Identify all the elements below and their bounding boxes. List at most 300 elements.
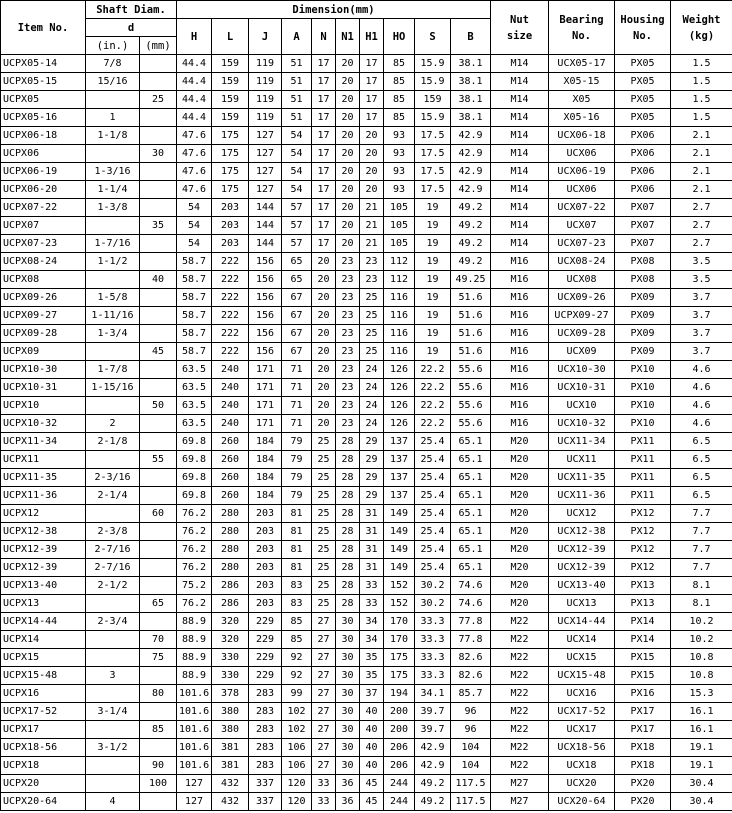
cell-L: 280	[212, 559, 249, 577]
cell-H1: 40	[360, 703, 384, 721]
cell-shaft-in: 2-1/4	[86, 487, 140, 505]
table-row	[1, 91, 732, 109]
cell-nut-size: M16	[491, 325, 549, 343]
cell-L: 320	[212, 631, 249, 649]
header-unit-in: (in.)	[86, 37, 140, 55]
cell-A: 102	[282, 703, 312, 721]
cell-H: 63.5	[177, 415, 212, 433]
cell-J: 229	[249, 613, 282, 631]
cell-N: 27	[312, 703, 336, 721]
cell-bearing-no: UCX06	[549, 181, 615, 199]
cell-S: 30.2	[415, 595, 451, 613]
header-unit-mm: (mm)	[140, 37, 177, 55]
table-row	[1, 361, 732, 379]
cell-H1: 31	[360, 523, 384, 541]
table-row	[1, 757, 732, 775]
cell-A: 85	[282, 631, 312, 649]
cell-H: 58.7	[177, 343, 212, 361]
cell-J: 144	[249, 199, 282, 217]
cell-H1: 23	[360, 271, 384, 289]
cell-N1: 28	[336, 523, 360, 541]
cell-H: 58.7	[177, 253, 212, 271]
cell-H1: 25	[360, 307, 384, 325]
cell-shaft-mm	[140, 127, 177, 145]
cell-B: 55.6	[451, 379, 491, 397]
cell-bearing-no: UCX11-35	[549, 469, 615, 487]
cell-item-no: UCPX13	[1, 595, 86, 613]
cell-J: 229	[249, 631, 282, 649]
cell-weight: 2.1	[671, 127, 732, 145]
cell-H0: 170	[384, 613, 415, 631]
cell-L: 381	[212, 739, 249, 757]
cell-H: 47.6	[177, 145, 212, 163]
cell-H: 101.6	[177, 703, 212, 721]
cell-L: 240	[212, 397, 249, 415]
cell-bearing-no: X05-16	[549, 109, 615, 127]
cell-bearing-no: UCX12-39	[549, 541, 615, 559]
cell-shaft-mm	[140, 379, 177, 397]
cell-bearing-no: UCPX09-27	[549, 307, 615, 325]
cell-nut-size: M16	[491, 379, 549, 397]
cell-H1: 29	[360, 487, 384, 505]
cell-B: 51.6	[451, 325, 491, 343]
cell-weight: 2.7	[671, 199, 732, 217]
cell-housing-no: PX08	[615, 271, 671, 289]
cell-item-no: UCPX09-28	[1, 325, 86, 343]
cell-S: 19	[415, 271, 451, 289]
cell-L: 203	[212, 199, 249, 217]
cell-shaft-mm: 70	[140, 631, 177, 649]
cell-H: 75.2	[177, 577, 212, 595]
cell-N: 20	[312, 379, 336, 397]
cell-nut-size: M16	[491, 307, 549, 325]
cell-H1: 21	[360, 217, 384, 235]
cell-B: 117.5	[451, 793, 491, 811]
cell-H0: 93	[384, 181, 415, 199]
cell-B: 51.6	[451, 343, 491, 361]
cell-A: 67	[282, 307, 312, 325]
cell-weight: 2.1	[671, 181, 732, 199]
cell-shaft-mm	[140, 433, 177, 451]
cell-A: 102	[282, 721, 312, 739]
cell-nut-size: M22	[491, 631, 549, 649]
cell-shaft-mm: 90	[140, 757, 177, 775]
cell-J: 171	[249, 415, 282, 433]
cell-J: 171	[249, 397, 282, 415]
cell-housing-no: PX06	[615, 181, 671, 199]
cell-N: 25	[312, 487, 336, 505]
cell-H1: 31	[360, 559, 384, 577]
cell-bearing-no: UCX18-56	[549, 739, 615, 757]
table-row	[1, 235, 732, 253]
cell-item-no: UCPX17	[1, 721, 86, 739]
cell-shaft-in: 1-7/16	[86, 235, 140, 253]
cell-nut-size: M14	[491, 163, 549, 181]
cell-nut-size: M16	[491, 253, 549, 271]
cell-weight: 15.3	[671, 685, 732, 703]
cell-shaft-in	[86, 649, 140, 667]
cell-H1: 25	[360, 289, 384, 307]
cell-L: 280	[212, 523, 249, 541]
cell-J: 119	[249, 73, 282, 91]
cell-bearing-no: UCX07	[549, 217, 615, 235]
cell-weight: 16.1	[671, 703, 732, 721]
cell-weight: 10.2	[671, 631, 732, 649]
cell-shaft-in	[86, 451, 140, 469]
cell-B: 65.1	[451, 505, 491, 523]
cell-item-no: UCPX10-32	[1, 415, 86, 433]
cell-item-no: UCPX09-26	[1, 289, 86, 307]
cell-H: 47.6	[177, 127, 212, 145]
cell-nut-size: M20	[491, 487, 549, 505]
cell-H1: 33	[360, 595, 384, 613]
cell-bearing-no: UCX20	[549, 775, 615, 793]
cell-J: 203	[249, 523, 282, 541]
cell-H: 69.8	[177, 451, 212, 469]
cell-shaft-mm: 25	[140, 91, 177, 109]
cell-shaft-in: 2-3/4	[86, 613, 140, 631]
cell-H0: 200	[384, 703, 415, 721]
cell-A: 65	[282, 253, 312, 271]
cell-N: 25	[312, 523, 336, 541]
table-row	[1, 433, 732, 451]
cell-N: 20	[312, 307, 336, 325]
header-housing-no: Housing No.	[615, 1, 671, 55]
cell-weight: 2.1	[671, 163, 732, 181]
table-row	[1, 523, 732, 541]
cell-L: 240	[212, 415, 249, 433]
cell-bearing-no: UCX14-44	[549, 613, 615, 631]
cell-housing-no: PX07	[615, 217, 671, 235]
cell-L: 260	[212, 433, 249, 451]
cell-item-no: UCPX10-30	[1, 361, 86, 379]
cell-N: 20	[312, 325, 336, 343]
cell-H0: 105	[384, 199, 415, 217]
cell-shaft-mm	[140, 577, 177, 595]
cell-L: 320	[212, 613, 249, 631]
cell-nut-size: M16	[491, 289, 549, 307]
table-row	[1, 217, 732, 235]
table-row	[1, 325, 732, 343]
cell-H: 58.7	[177, 325, 212, 343]
cell-bearing-no: X05-15	[549, 73, 615, 91]
cell-A: 92	[282, 667, 312, 685]
cell-H1: 24	[360, 361, 384, 379]
cell-N1: 20	[336, 73, 360, 91]
cell-H1: 17	[360, 55, 384, 73]
cell-item-no: UCPX06	[1, 145, 86, 163]
cell-weight: 1.5	[671, 73, 732, 91]
cell-H: 101.6	[177, 685, 212, 703]
cell-weight: 3.5	[671, 271, 732, 289]
cell-shaft-in: 2-1/2	[86, 577, 140, 595]
cell-housing-no: PX10	[615, 361, 671, 379]
cell-shaft-mm	[140, 181, 177, 199]
cell-N: 25	[312, 505, 336, 523]
cell-L: 381	[212, 757, 249, 775]
cell-L: 260	[212, 469, 249, 487]
cell-S: 33.3	[415, 649, 451, 667]
cell-B: 65.1	[451, 523, 491, 541]
cell-H1: 34	[360, 631, 384, 649]
table-row	[1, 415, 732, 433]
cell-shaft-in	[86, 775, 140, 793]
cell-shaft-mm	[140, 703, 177, 721]
cell-S: 39.7	[415, 721, 451, 739]
cell-J: 203	[249, 595, 282, 613]
cell-N1: 20	[336, 217, 360, 235]
cell-S: 19	[415, 217, 451, 235]
cell-N1: 20	[336, 145, 360, 163]
cell-housing-no: PX13	[615, 595, 671, 613]
cell-weight: 30.4	[671, 793, 732, 811]
cell-bearing-no: UCX08	[549, 271, 615, 289]
cell-B: 65.1	[451, 469, 491, 487]
header-shaft-diam: Shaft Diam.	[86, 1, 177, 19]
cell-H0: 137	[384, 469, 415, 487]
header-H1: H1	[360, 19, 384, 55]
cell-H: 63.5	[177, 379, 212, 397]
cell-J: 171	[249, 379, 282, 397]
cell-H0: 85	[384, 73, 415, 91]
cell-weight: 8.1	[671, 577, 732, 595]
cell-N1: 28	[336, 577, 360, 595]
cell-H: 47.6	[177, 181, 212, 199]
cell-H1: 35	[360, 667, 384, 685]
cell-H1: 17	[360, 109, 384, 127]
cell-N1: 30	[336, 721, 360, 739]
cell-A: 51	[282, 91, 312, 109]
cell-N1: 20	[336, 91, 360, 109]
cell-H0: 116	[384, 343, 415, 361]
cell-nut-size: M20	[491, 559, 549, 577]
cell-nut-size: M16	[491, 397, 549, 415]
cell-H0: 206	[384, 757, 415, 775]
cell-housing-no: PX12	[615, 559, 671, 577]
cell-N1: 23	[336, 415, 360, 433]
cell-L: 175	[212, 181, 249, 199]
table-row	[1, 379, 732, 397]
cell-H: 76.2	[177, 523, 212, 541]
cell-weight: 7.7	[671, 505, 732, 523]
table-row	[1, 109, 732, 127]
cell-B: 49.2	[451, 199, 491, 217]
cell-H: 76.2	[177, 595, 212, 613]
cell-B: 49.2	[451, 253, 491, 271]
cell-shaft-in	[86, 91, 140, 109]
cell-shaft-in	[86, 757, 140, 775]
cell-weight: 6.5	[671, 487, 732, 505]
cell-L: 432	[212, 775, 249, 793]
cell-bearing-no: UCX18	[549, 757, 615, 775]
cell-S: 25.4	[415, 487, 451, 505]
table-row	[1, 595, 732, 613]
cell-S: 33.3	[415, 667, 451, 685]
cell-L: 286	[212, 577, 249, 595]
cell-H0: 206	[384, 739, 415, 757]
cell-item-no: UCPX09	[1, 343, 86, 361]
cell-weight: 2.1	[671, 145, 732, 163]
cell-S: 19	[415, 343, 451, 361]
cell-weight: 7.7	[671, 559, 732, 577]
cell-weight: 16.1	[671, 721, 732, 739]
cell-N1: 23	[336, 307, 360, 325]
cell-H1: 24	[360, 397, 384, 415]
cell-B: 104	[451, 757, 491, 775]
cell-H1: 45	[360, 775, 384, 793]
cell-A: 67	[282, 289, 312, 307]
table-header	[1, 1, 732, 55]
cell-shaft-mm	[140, 253, 177, 271]
cell-H1: 24	[360, 379, 384, 397]
cell-weight: 2.7	[671, 235, 732, 253]
cell-housing-no: PX05	[615, 109, 671, 127]
cell-N: 20	[312, 253, 336, 271]
cell-H0: 93	[384, 127, 415, 145]
cell-B: 77.8	[451, 631, 491, 649]
cell-bearing-no: UCX11-34	[549, 433, 615, 451]
table-row	[1, 775, 732, 793]
cell-N1: 20	[336, 163, 360, 181]
cell-item-no: UCPX20	[1, 775, 86, 793]
cell-J: 119	[249, 55, 282, 73]
cell-nut-size: M27	[491, 775, 549, 793]
cell-bearing-no: UCX06-19	[549, 163, 615, 181]
cell-shaft-mm	[140, 613, 177, 631]
cell-nut-size: M20	[491, 523, 549, 541]
cell-N: 27	[312, 721, 336, 739]
cell-H: 127	[177, 793, 212, 811]
cell-L: 222	[212, 325, 249, 343]
cell-A: 67	[282, 325, 312, 343]
cell-S: 49.2	[415, 793, 451, 811]
cell-housing-no: PX14	[615, 631, 671, 649]
cell-weight: 10.8	[671, 667, 732, 685]
cell-shaft-in: 1-1/2	[86, 253, 140, 271]
cell-nut-size: M14	[491, 217, 549, 235]
cell-N: 27	[312, 667, 336, 685]
cell-bearing-no: UCX12-38	[549, 523, 615, 541]
cell-A: 65	[282, 271, 312, 289]
cell-shaft-in: 1-1/4	[86, 181, 140, 199]
cell-N: 20	[312, 415, 336, 433]
cell-shaft-in: 1-3/4	[86, 325, 140, 343]
cell-item-no: UCPX06-20	[1, 181, 86, 199]
cell-H0: 137	[384, 487, 415, 505]
cell-J: 156	[249, 325, 282, 343]
cell-weight: 6.5	[671, 451, 732, 469]
cell-weight: 4.6	[671, 415, 732, 433]
cell-weight: 3.7	[671, 325, 732, 343]
cell-shaft-in	[86, 595, 140, 613]
cell-weight: 1.5	[671, 55, 732, 73]
cell-housing-no: PX11	[615, 433, 671, 451]
cell-shaft-mm: 30	[140, 145, 177, 163]
cell-shaft-in: 3-1/4	[86, 703, 140, 721]
cell-H1: 17	[360, 91, 384, 109]
cell-weight: 4.6	[671, 379, 732, 397]
cell-H: 58.7	[177, 289, 212, 307]
cell-S: 159	[415, 91, 451, 109]
cell-housing-no: PX17	[615, 703, 671, 721]
cell-shaft-mm: 85	[140, 721, 177, 739]
header-d: d	[86, 19, 177, 37]
cell-shaft-mm	[140, 523, 177, 541]
cell-H: 76.2	[177, 559, 212, 577]
cell-B: 65.1	[451, 541, 491, 559]
cell-housing-no: PX05	[615, 55, 671, 73]
cell-item-no: UCPX06-18	[1, 127, 86, 145]
cell-A: 79	[282, 487, 312, 505]
cell-nut-size: M16	[491, 271, 549, 289]
cell-J: 127	[249, 145, 282, 163]
cell-H: 58.7	[177, 271, 212, 289]
cell-B: 49.2	[451, 235, 491, 253]
cell-H0: 116	[384, 325, 415, 343]
cell-housing-no: PX14	[615, 613, 671, 631]
cell-shaft-mm	[140, 307, 177, 325]
cell-shaft-in	[86, 271, 140, 289]
header-nut-size: Nut size	[491, 1, 549, 55]
cell-N1: 20	[336, 199, 360, 217]
cell-item-no: UCPX18-56	[1, 739, 86, 757]
cell-bearing-no: UCX20-64	[549, 793, 615, 811]
cell-A: 54	[282, 181, 312, 199]
table-row	[1, 793, 732, 811]
cell-item-no: UCPX12-39	[1, 559, 86, 577]
cell-H: 58.7	[177, 307, 212, 325]
cell-S: 19	[415, 199, 451, 217]
cell-B: 38.1	[451, 109, 491, 127]
cell-item-no: UCPX12	[1, 505, 86, 523]
cell-H0: 116	[384, 289, 415, 307]
cell-bearing-no: UCX14	[549, 631, 615, 649]
cell-housing-no: PX12	[615, 541, 671, 559]
cell-item-no: UCPX11-36	[1, 487, 86, 505]
cell-H1: 45	[360, 793, 384, 811]
cell-H0: 137	[384, 433, 415, 451]
table-row	[1, 451, 732, 469]
cell-H0: 149	[384, 505, 415, 523]
table-row	[1, 613, 732, 631]
cell-H0: 126	[384, 415, 415, 433]
cell-A: 92	[282, 649, 312, 667]
cell-H1: 20	[360, 163, 384, 181]
cell-shaft-in: 4	[86, 793, 140, 811]
cell-A: 85	[282, 613, 312, 631]
cell-S: 19	[415, 253, 451, 271]
cell-item-no: UCPX08	[1, 271, 86, 289]
cell-H1: 29	[360, 469, 384, 487]
cell-H0: 93	[384, 145, 415, 163]
cell-H: 76.2	[177, 541, 212, 559]
cell-H: 88.9	[177, 649, 212, 667]
cell-shaft-in: 3	[86, 667, 140, 685]
table-row	[1, 487, 732, 505]
cell-J: 156	[249, 253, 282, 271]
cell-nut-size: M22	[491, 703, 549, 721]
cell-shaft-mm: 60	[140, 505, 177, 523]
header-N: N	[312, 19, 336, 55]
table-row	[1, 181, 732, 199]
cell-weight: 19.1	[671, 739, 732, 757]
cell-nut-size: M14	[491, 73, 549, 91]
cell-H0: 244	[384, 793, 415, 811]
cell-L: 380	[212, 721, 249, 739]
cell-housing-no: PX13	[615, 577, 671, 595]
cell-H1: 37	[360, 685, 384, 703]
cell-H0: 149	[384, 523, 415, 541]
